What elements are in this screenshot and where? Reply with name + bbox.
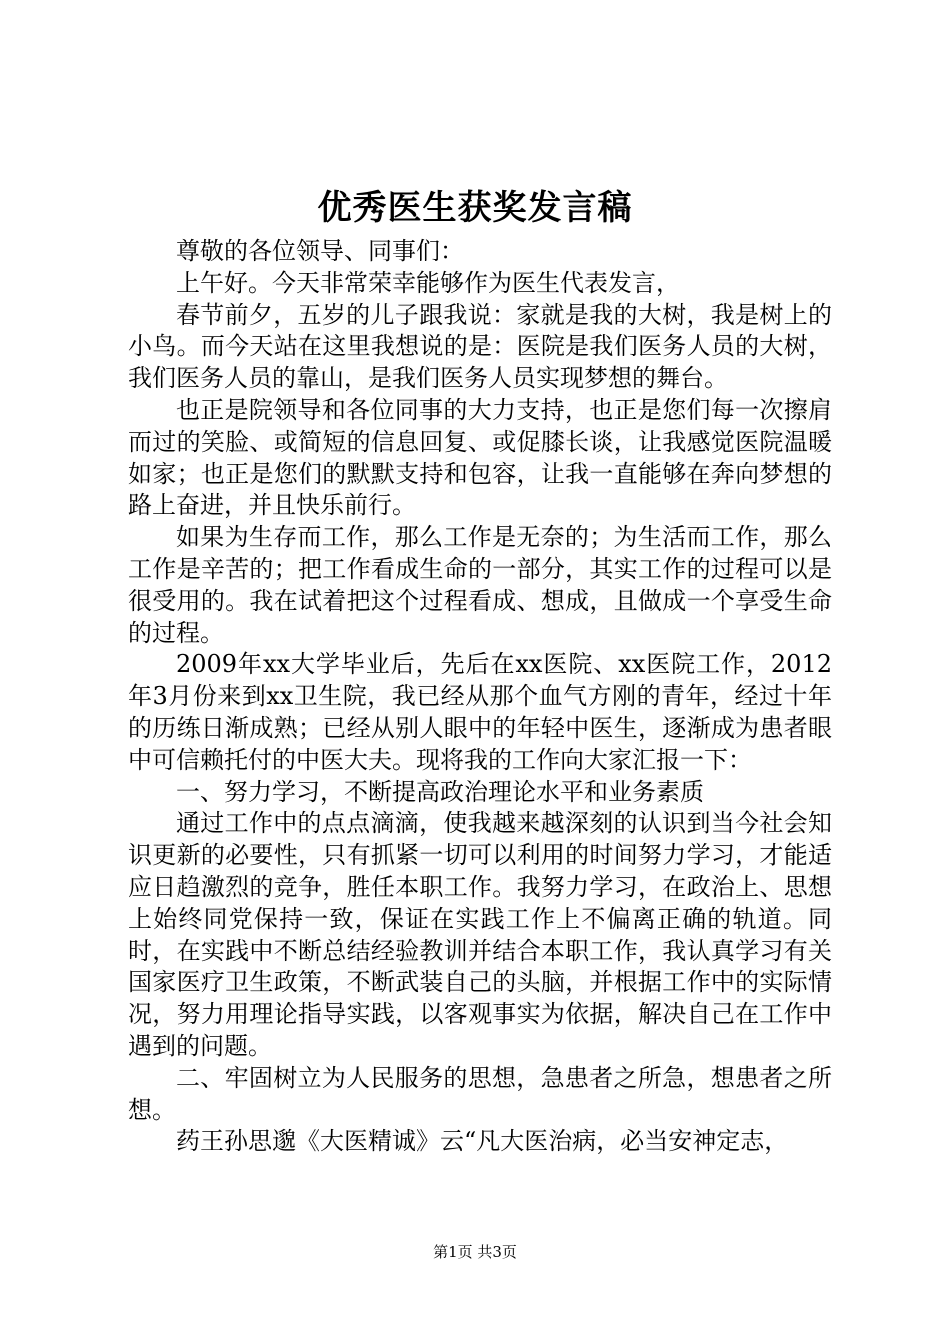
paragraph-salutation: 尊敬的各位领导、同事们： [176, 237, 464, 265]
paragraph: 通过工作中的点点滴滴，使我越来越深刻的认识到当今社会知识更新的必要性，只有抓紧一切可以利用的时间努力学习，才能适应日趋激烈的竞争，胜任本职工作。我努力学习，在政治上、思想上始终同党保持一致，保证在实践工作上不偏离正确的轨道。同时，在实践中不断总结经验教训并结合本职工作，我认真学习有关国家医疗卫生政策，不断武装自己的头脑，并根据工作中的实际情况，努力用理论指导实践，以客观事实为依据，解决自己在工作中遇到的问题。 [128, 809, 832, 1060]
paragraph: 也正是院领导和各位同事的大力支持，也正是您们每一次擦肩而过的笑脸、或简短的信息回复、或促膝长谈，让我感觉医院温暖如家；也正是您们的默默支持和包容，让我一直能够在奔向梦想的路上奋进，并且快乐前行。 [128, 395, 832, 520]
section-heading-2: 二、牢固树立为人民服务的思想，急患者之所急，想患者之所想。 [128, 1063, 832, 1124]
document-title: 优秀医生获奖发言稿 [317, 188, 633, 228]
paragraph: 春节前夕，五岁的儿子跟我说：家就是我的大树，我是树上的小鸟。而今天站在这里我想说的是：医院是我们医务人员的大树，我们医务人员的靠山，是我们医务人员实现梦想的舞台。 [128, 300, 832, 393]
paragraph: 药王孙思邈《大医精诚》云“凡大医治病，必当安神定志， [176, 1127, 789, 1156]
section-heading-1: 一、努力学习，不断提高政治理论水平和业务素质 [176, 777, 704, 806]
paragraph: 如果为生存而工作，那么工作是无奈的；为生活而工作，那么工作是辛苦的；把工作看成生命的一部分，其实工作的过程可以是很受用的。我在试着把这个过程看成、想成，且做成一个享受生命的过程。 [128, 523, 832, 647]
page-footer: 第1页 共3页 [433, 1243, 517, 1261]
paragraph-greeting: 上午好。今天非常荣幸能够作为医生代表发言， [176, 268, 680, 297]
document-body [128, 236, 832, 1158]
paragraph: 2009年xx大学毕业后，先后在xx医院、xx医院工作，2012年3月份来到xx卫生院，我已经从那个血气方刚的青年，经过十年的历练日渐成熟；已经从别人眼中的年轻中医生，逐渐成为患者眼中可信赖托付的中医大夫。现将我的工作向大家汇报一下： [128, 650, 832, 774]
